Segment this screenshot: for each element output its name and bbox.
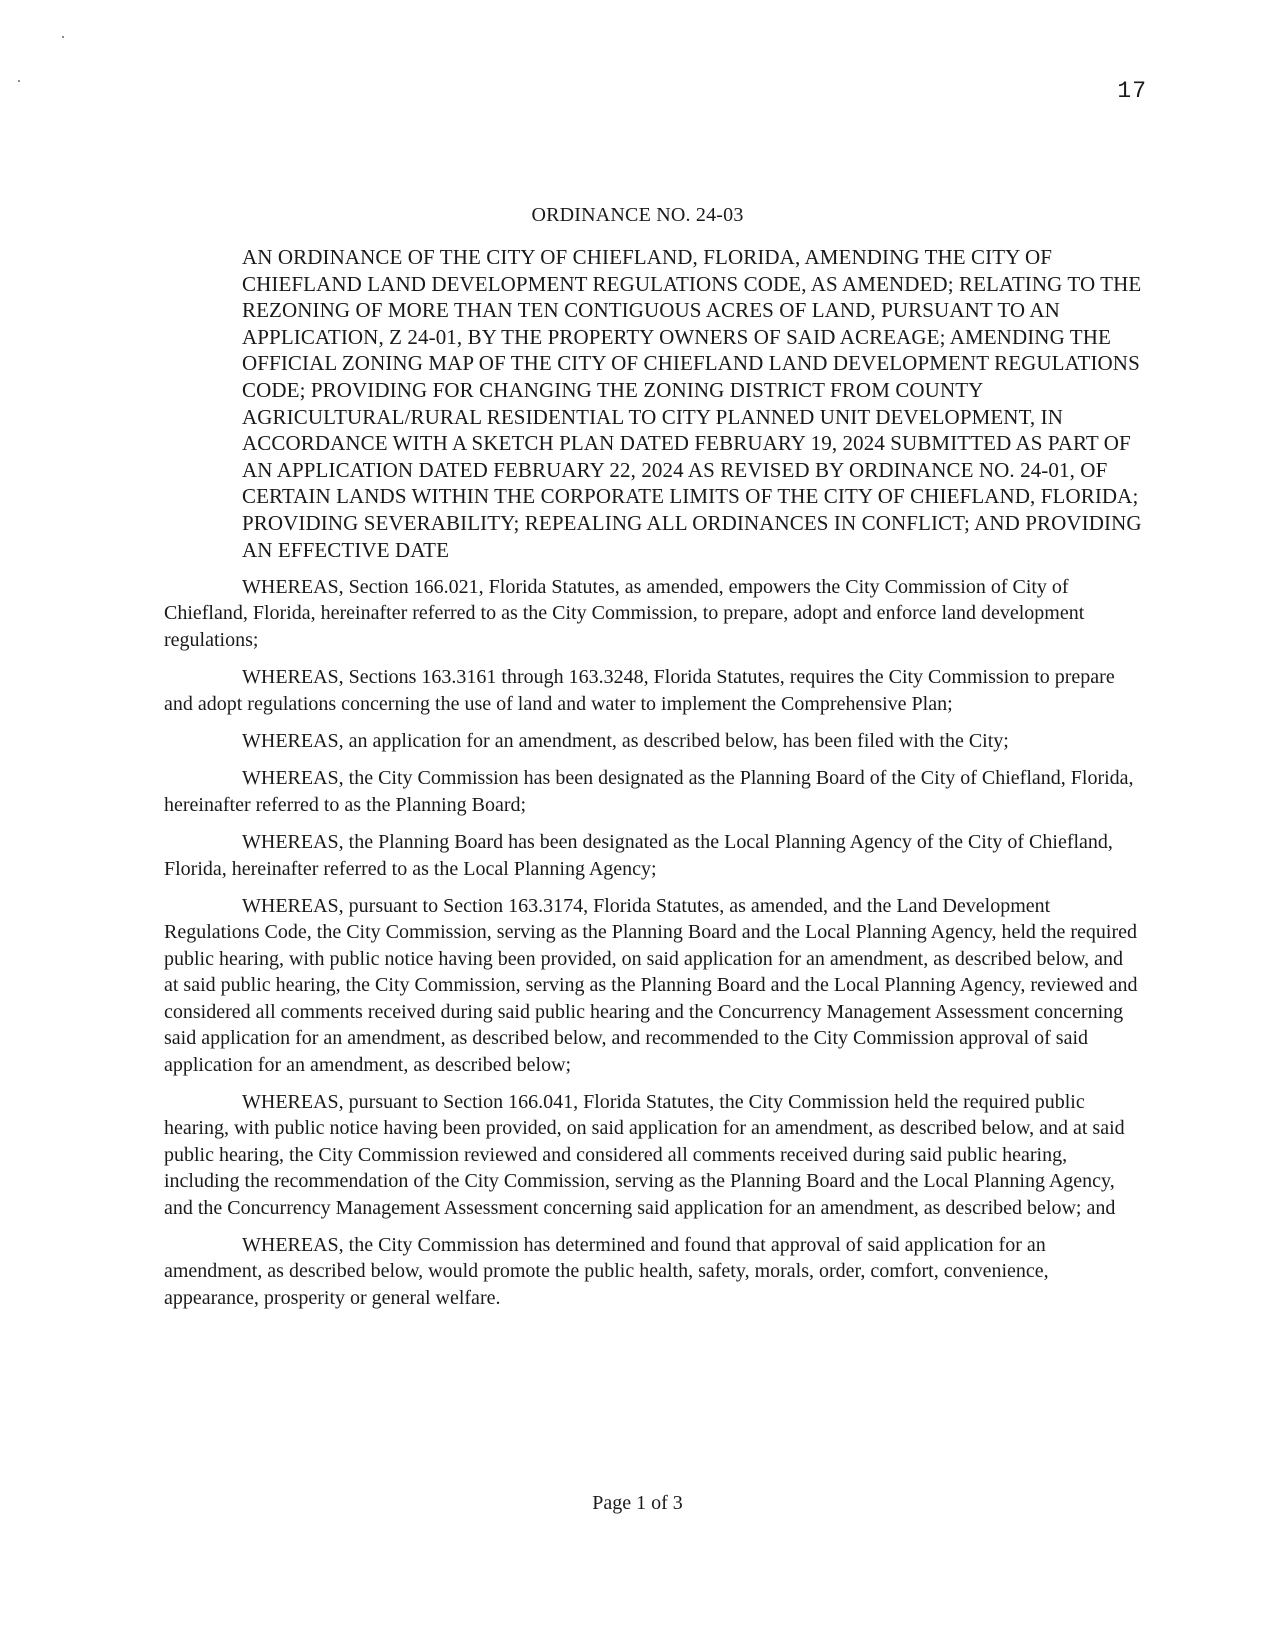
whereas-paragraph-3: WHEREAS, an application for an amendment, as described below, has been filed with the City; bbox=[242, 730, 1009, 753]
page-marker: 17 bbox=[1117, 78, 1147, 104]
ordinance-caption: AN ORDINANCE OF THE CITY OF CHIEFLAND, FLORIDA, AMENDING THE CITY OF CHIEFLAND LAND DEVELOPMENT REGULATIONS CODE, AS AMENDED; RELATING TO THE REZONING OF MORE THAN TEN CONTIGUOUS ACRES OF LAND, PURSUANT TO AN APPLICATION, Z 24-01, BY THE PROPERTY OWNERS OF SAID ACREAGE; AMENDING THE OFFICIAL ZONING MAP OF THE CITY OF CHIEFLAND LAND DEVELOPMENT REGULATIONS CODE; PROVIDING FOR CHANGING THE ZONING DISTRICT FROM COUNTY AGRICULTURAL/RURAL RESIDENTIAL TO CITY PLANNED UNIT DEVELOPMENT, IN ACCORDANCE WITH A SKETCH PLAN DATED FEBRUARY 19, 2024 SUBMITTED AS PART OF AN APPLICATION DATED FEBRUARY 22, 2024 AS REVISED BY ORDINANCE NO. 24-01, OF CERTAIN LANDS WITHIN THE CORPORATE LIMITS OF THE CITY OF CHIEFLAND, FLORIDA; PROVIDING SEVERABILITY; REPEALING ALL ORDINANCES IN CONFLICT; AND PROVIDING AN EFFECTIVE DATE bbox=[242, 245, 1142, 562]
ordinance-body bbox=[164, 574, 1139, 1311]
whereas-paragraph-8: WHEREAS, the City Commission has determined and found that approval of said application for an amendment, as described below, would promote the public health, safety, morals, order, comfort, convenience, appearance, prosperity or general welfare. bbox=[164, 1233, 1049, 1309]
scan-speck bbox=[62, 36, 64, 38]
whereas-paragraph-2: WHEREAS, Sections 163.3161 through 163.3248, Florida Statutes, requires the City Commission to prepare and adopt regulations concerning the use of land and water to implement the Comprehensive Plan; bbox=[164, 666, 1115, 715]
whereas-paragraph-6: WHEREAS, pursuant to Section 163.3174, Florida Statutes, as amended, and the Land Development Regulations Code, the City Commission, serving as the Planning Board and the Local Planning Agency, held the required public hearing, with public notice having been provided, on said application for an amendment, as described below, and at said public hearing, the City Commission, serving as the Planning Board and the Local Planning Agency, reviewed and considered all comments received during said public hearing and the Concurrency Management Assessment concerning said application for an amendment, as described below, and recommended to the City Commission approval of said application for an amendment, as described below; bbox=[164, 895, 1138, 1076]
page-footer: Page 1 of 3 bbox=[592, 1492, 683, 1514]
whereas-paragraph-4: WHEREAS, the City Commission has been designated as the Planning Board of the City of Chiefland, Florida, hereinafter referred to as the Planning Board; bbox=[164, 767, 1134, 816]
ordinance-title: ORDINANCE NO. 24-03 bbox=[531, 204, 744, 226]
whereas-paragraph-5: WHEREAS, the Planning Board has been designated as the Local Planning Agency of the City of Chiefland, Florida, hereinafter referred to as the Local Planning Agency; bbox=[164, 831, 1113, 880]
scan-speck bbox=[18, 80, 20, 82]
whereas-paragraph-1: WHEREAS, Section 166.021, Florida Statutes, as amended, empowers the City Commission of City of Chiefland, Florida, hereinafter referred to as the City Commission, to prepare, adopt and enforce land development regulations; bbox=[164, 576, 1085, 651]
whereas-paragraph-7: WHEREAS, pursuant to Section 166.041, Florida Statutes, the City Commission held the required public hearing, with public notice having been provided, on said application for an amendment, as described below, and at said public hearing, the City Commission reviewed and considered all comments received during said public hearing, including the recommendation of the City Commission, serving as the Planning Board and the Local Planning Agency, and the Concurrency Management Assessment concerning said application for an amendment, as described below; and bbox=[164, 1090, 1125, 1219]
